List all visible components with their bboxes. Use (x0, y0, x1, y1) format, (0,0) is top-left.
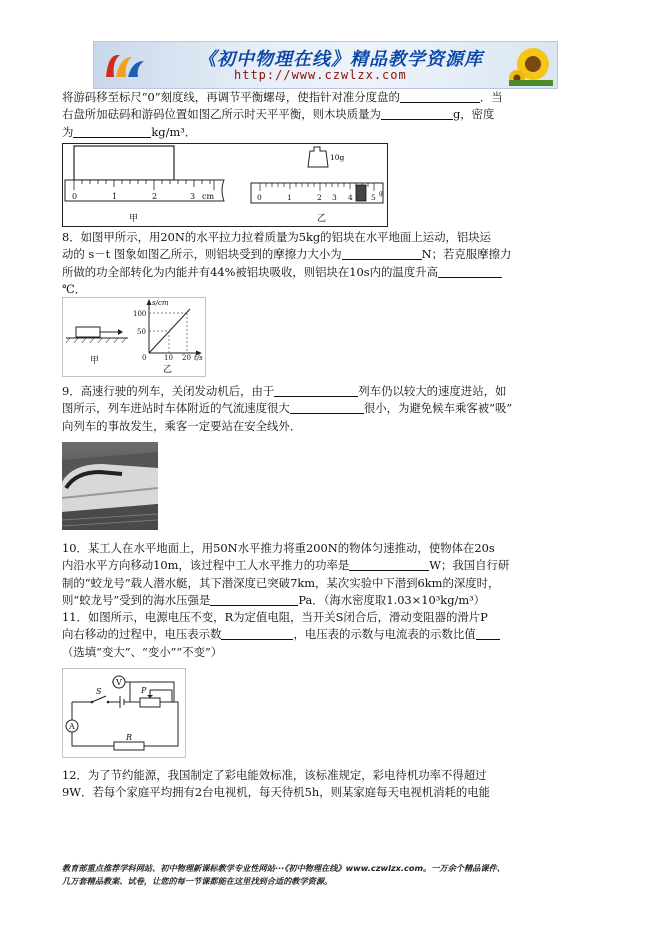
q9-blank-2[interactable] (290, 401, 364, 414)
logo-icon (98, 47, 152, 83)
graph-ytick-50: 50 (137, 328, 146, 336)
q9-line1-a: 9．高速行驶的列车，关闭发动机后，由于 (62, 384, 275, 398)
ruler-left-label-1: 1 (112, 192, 118, 201)
figure-8 (62, 297, 206, 377)
q11-line3: （选填“变大”、“变小”“不变”） (62, 644, 223, 659)
ruler-left (65, 180, 224, 201)
circuit-diagram (62, 668, 186, 758)
q11-line2-b: ，电压表的示数与电流表的示数比值 (293, 627, 476, 642)
q8-line2-b: N；若克服摩擦力 (421, 247, 512, 262)
q8-blank-1[interactable] (342, 247, 422, 260)
q12-line2: 9W．若每个家庭平均拥有2台电视机，每天待机5h，则某家庭每天电视机消耗的电能 (62, 785, 491, 800)
q8-blank-2[interactable] (438, 265, 502, 278)
ruler-right-label-5: 5 (371, 193, 376, 202)
ruler-left-unit: cm (202, 192, 215, 201)
q8-line4: ℃． (62, 281, 87, 296)
q9-line2-b: 很小，为避免候车乘客被“吸” (363, 401, 513, 416)
figure-7-caption-left: 甲 (129, 214, 139, 224)
footer-line2: 几万套精品教案、试卷，让您的每一节课都能在这里找到合适的教学资源。 (62, 876, 333, 886)
q7-line3-a: 为 (62, 124, 74, 139)
q11-blank-1[interactable] (221, 627, 293, 640)
q7-line2-b: g，密度 (452, 107, 495, 122)
q11-line1: 11．如图所示，电源电压不变，R为定值电阻，当开关S闭合后，滑动变阻器的滑片P (62, 610, 488, 624)
question-8-text (62, 229, 586, 298)
ruler-right-unit: g (379, 190, 383, 197)
q11-blank-2[interactable] (476, 627, 500, 640)
q7-line1-a: 将游码移至标尺“0”刻度线，再调节平衡螺母，使指针对准分度盘的 (62, 90, 400, 104)
wood-block (74, 146, 174, 180)
graph-ytick-100: 100 (133, 310, 147, 318)
figure-8-caption-left: 甲 (90, 356, 100, 366)
graph-xtick-10: 10 (164, 354, 173, 362)
footer (62, 862, 602, 888)
ruler-left-label-2: 2 (152, 192, 158, 201)
figure-7 (62, 143, 388, 227)
q10-blank-1[interactable] (349, 558, 429, 571)
sunflower-icon (509, 44, 553, 86)
graph-xlabel: t/s (194, 354, 203, 362)
ruler-right-label-1: 1 (287, 193, 292, 202)
voltmeter-label: V (116, 678, 122, 687)
ruler-left-label-3: 3 (190, 192, 196, 201)
switch-label: S (96, 687, 102, 696)
q11-line2-a: 向右移动的过程中，电压表示数 (62, 627, 222, 642)
rider-icon (356, 185, 366, 201)
q9-line3: 向列车的事故发生，乘客一定要站在安全线外． (62, 418, 302, 433)
header-title: 《初中物理在线》精品教学资源库 (198, 49, 483, 70)
graph-xtick-20: 20 (182, 354, 191, 362)
graph-ylabel: s/cm (152, 299, 169, 307)
header-banner (93, 41, 558, 89)
question-7-text (62, 89, 586, 141)
weight-label: 10g (330, 153, 345, 162)
graph-origin: 0 (142, 354, 147, 362)
q9-line2-a: 图所示，列车进站时车体附近的气流速度很大 (62, 401, 290, 416)
figure-8-caption-right: 乙 (163, 365, 173, 375)
ruler-right-label-2: 2 (317, 193, 322, 202)
q8-line2-a: 动的 s－t 图象如图乙所示，则铝块受到的摩擦力大小为 (62, 247, 342, 262)
ruler-right-label-3: 3 (332, 193, 337, 202)
question-12-text (62, 767, 586, 802)
q7-line2-a: 右盘所加砝码和游码位置如图乙所示时天平平衡，则木块质量为 (62, 107, 381, 122)
q10-line1: 10．某工人在水平地面上，用50N水平推力将重200N的物体匀速推动，使物体在20s (62, 541, 495, 555)
figure-7-caption-right: 乙 (317, 214, 327, 224)
ruler-right-label-4: 4 (348, 193, 353, 202)
q10-line2-a: 内沿水平方向移动10m，该过程中工人水平推力的功率是 (62, 558, 350, 573)
question-10-text (62, 540, 586, 609)
ruler-left-label-0: 0 (72, 192, 78, 201)
q7-blank-3[interactable] (73, 125, 151, 138)
q9-line1-b: 列车仍以较大的速度进站，如 (358, 384, 507, 398)
question-9-text (62, 383, 586, 435)
q10-blank-2[interactable] (210, 593, 298, 606)
slider-label: P (141, 686, 147, 695)
q12-line1: 12．为了节约能源，我国制定了彩电能效标准，该标准规定，彩电待机功率不得超过 (62, 768, 487, 782)
train-photo (62, 442, 158, 530)
q8-line3-a: 所做的功全部转化为内能并有44%被铝块吸收，则铝块在10s内的温度升高 (62, 264, 438, 279)
aluminum-block (76, 327, 100, 337)
q8-line1: 8．如图甲所示，用20N的水平拉力拉着质量为5kg的铝块在水平地面上运动，铝块运 (62, 230, 492, 244)
q7-blank-1[interactable] (400, 90, 480, 103)
q7-blank-2[interactable] (381, 107, 453, 120)
footer-line1: 教育部重点推荐学科网站、初中物理新课标教学专业性网站···《初中物理在线》www.czwlzx.com。一万余个精品课件、 (62, 863, 505, 873)
question-11-text (62, 609, 586, 661)
q7-line3-b: kg/m³． (151, 124, 197, 139)
ruler-right-label-0: 0 (257, 193, 262, 202)
q7-line1-b: ．当 (479, 90, 503, 104)
ammeter-label: A (69, 722, 75, 731)
q9-blank-1[interactable] (274, 384, 358, 397)
header-url[interactable]: http://www.czwlzx.com (234, 68, 407, 82)
q10-line3: 制的“蛟龙号”载人潜水艇，其下潜深度已突破7km，某次实验中下潜到6km的深度时， (62, 575, 500, 590)
q10-line4-a: 则“蛟龙号”受到的海水压强是 (62, 592, 211, 607)
q10-line2-b: W；我国自行研 (429, 558, 510, 573)
q10-line4-b: Pa．（海水密度取1.03×10³kg/m³） (298, 592, 486, 607)
resistor-label: R (126, 733, 133, 742)
